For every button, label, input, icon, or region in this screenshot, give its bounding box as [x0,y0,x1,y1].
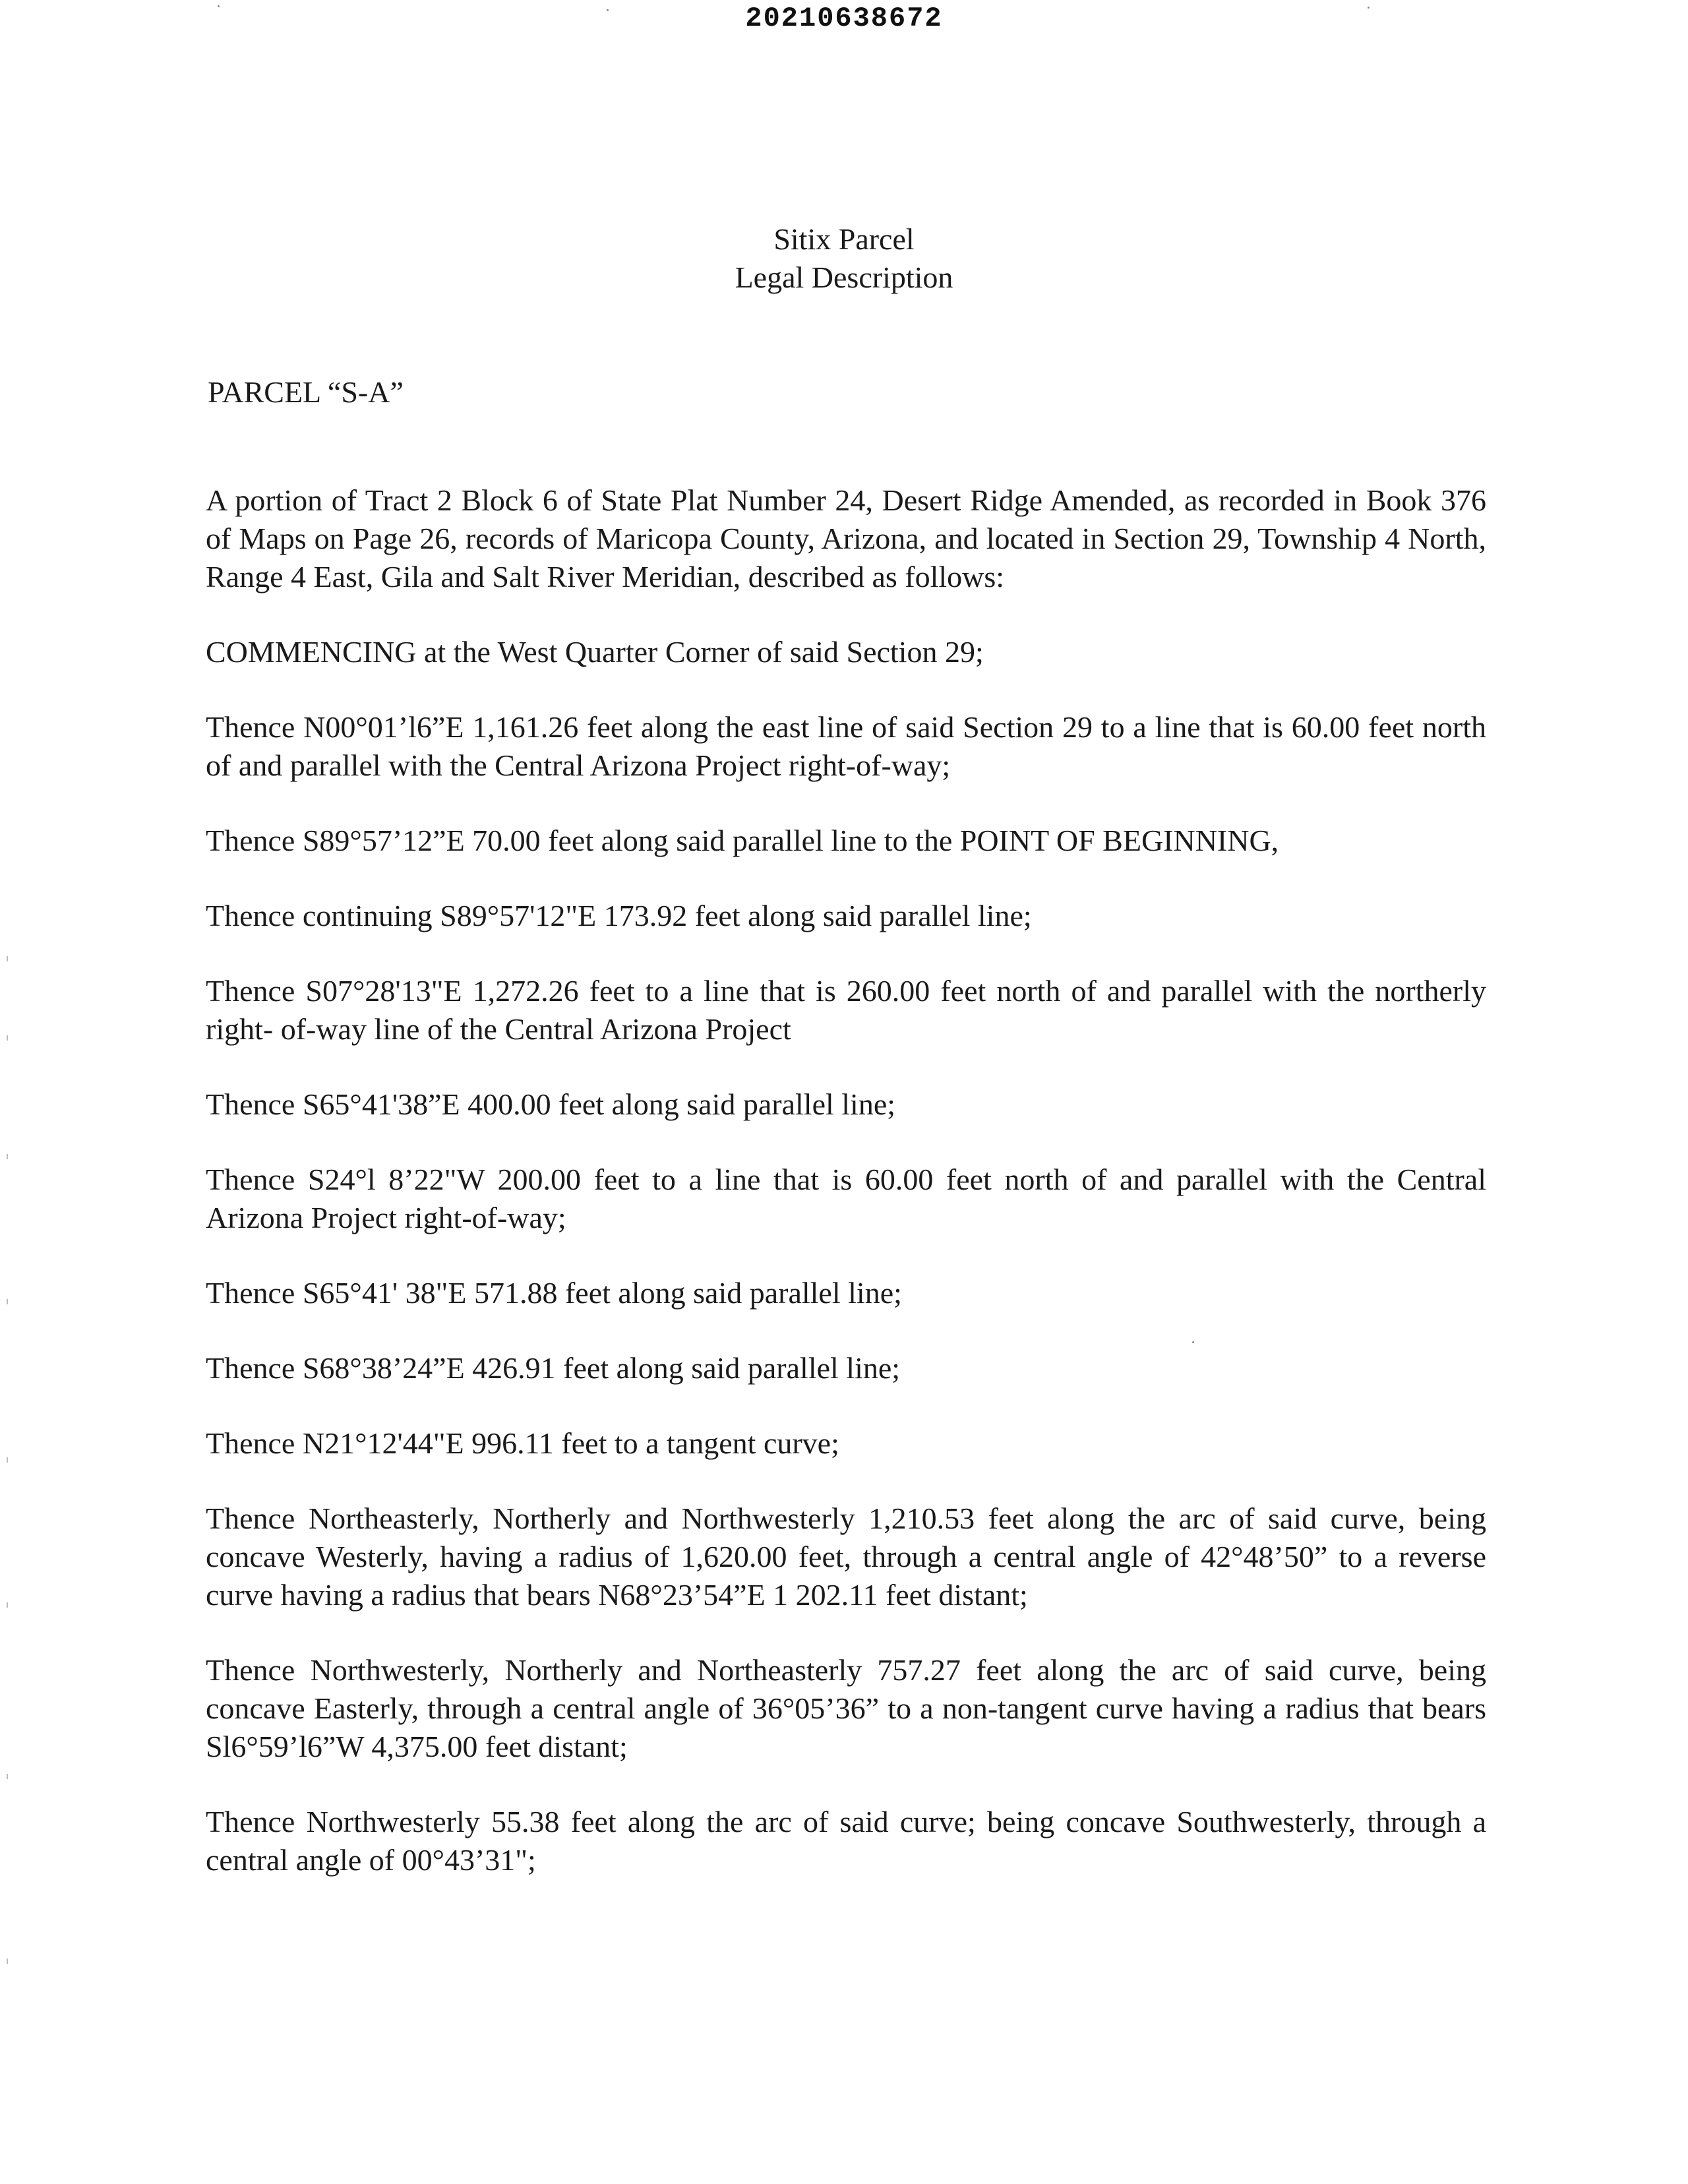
paragraph-course-7: Thence S65°41' 38"E 571.88 feet along said parallel line; [206,1276,902,1310]
paragraph-preamble: A portion of Tract 2 Block 6 of State Plat Number 24, Desert Ridge Amended, as recorded in Book 376 of Maps on Page 26, records of Maricopa County, Arizona, and located in Section 29, Township 4 North, Range 4 East, Gila and Salt River Meridian, described as follows: [206,483,1486,593]
paragraph-commencing: COMMENCING at the West Quarter Corner of said Section 29; [206,635,984,669]
scan-edge-dot [7,1958,8,1964]
scan-speck [218,5,220,7]
scan-edge-dot [7,1035,8,1041]
paragraph-course-1: Thence N00°01’l6”E 1,161.26 feet along the east line of said Section 29 to a line that is 60.00 feet north of and parallel with the Central Arizona Project right-of-way; [206,710,1486,782]
paragraph-course-2: Thence S89°57’12”E 70.00 feet along said parallel line to the POINT OF BEGINNING, [206,824,1279,857]
paragraph-course-5: Thence S65°41'38”E 400.00 feet along said parallel line; [206,1087,896,1121]
title-line-1: Sitix Parcel [773,222,915,256]
paragraph-course-10: Thence Northeasterly, Northerly and Northwesterly 1,210.53 feet along the arc of said curve, being concave Westerly, having a radius of 1,620.00 feet, through a central angle of 42°48’50” to a reverse curve having a radius that bears N68°23’54”E 1 202.11 feet distant; [206,1502,1486,1612]
scan-edge-dot [7,1774,8,1779]
scan-edge-marks [7,956,9,2011]
parcel-label: PARCEL “S-A” [208,375,404,409]
title-line-2: Legal Description [735,260,953,294]
scan-edge-dot [7,956,8,961]
scan-speck [1368,7,1370,9]
paragraph-course-6: Thence S24°l 8’22"W 200.00 feet to a line that is 60.00 feet north of and parallel with the Central Arizona Project right-of-way; [206,1163,1486,1234]
document-title [0,220,1688,297]
recording-number: 20210638672 [745,3,943,34]
scan-edge-dot [7,1299,8,1304]
paragraph-course-4: Thence S07°28'13"E 1,272.26 feet to a line that is 260.00 feet north of and parallel with the northerly right- of-way line of the Central Arizona Project [206,974,1486,1046]
paragraph-course-9: Thence N21°12'44"E 996.11 feet to a tangent curve; [206,1426,839,1460]
paragraph-course-8: Thence S68°38’24”E 426.91 feet along said parallel line; [206,1351,901,1385]
scan-speck [1192,1341,1194,1343]
scan-edge-dot [7,1457,8,1463]
paragraph-course-3: Thence continuing S89°57'12"E 173.92 feet along said parallel line; [206,899,1032,932]
scan-edge-dot [7,1602,8,1608]
paragraph-course-11: Thence Northwesterly, Northerly and Northeasterly 757.27 feet along the arc of said curve, being concave Easterly, through a central angle of 36°05’36” to a non-tangent curve having a radius that bears Sl6°59’l6”W 4,375.00 feet distant; [206,1653,1486,1763]
scan-edge-dot [7,1154,8,1159]
legal-description-body [206,481,1486,1916]
paragraph-course-12: Thence Northwesterly 55.38 feet along the arc of said curve; being concave Southwesterly, through a central angle of 00°43’31"; [206,1805,1486,1877]
scan-speck [607,9,609,11]
